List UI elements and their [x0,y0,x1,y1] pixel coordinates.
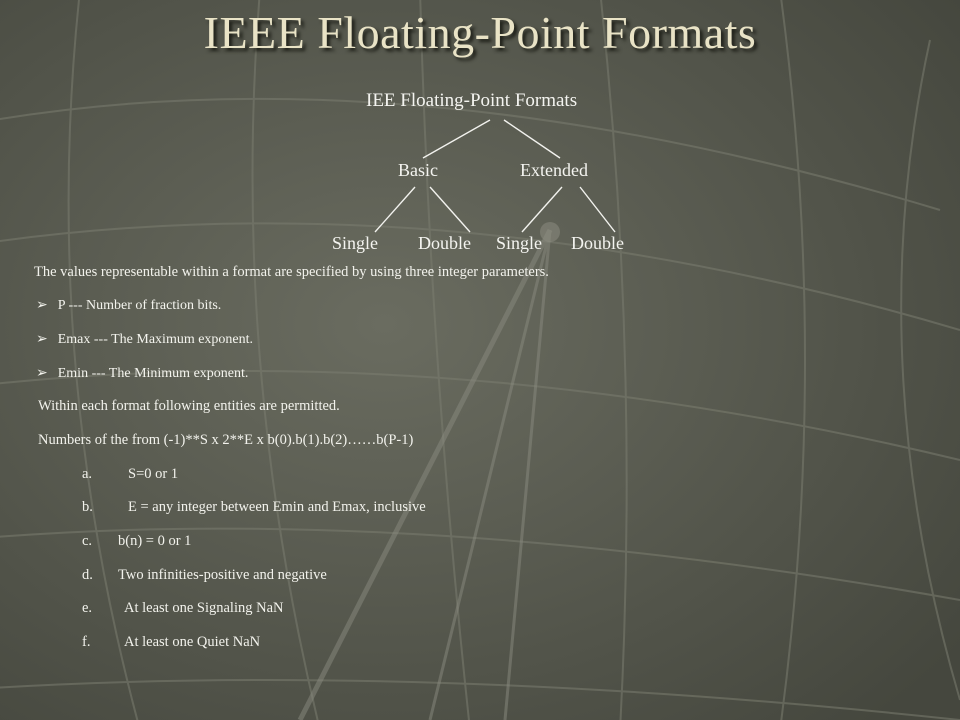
entity-text: S=0 or 1 [128,466,179,482]
tree-root-label: IEE Floating-Point Formats [366,90,578,111]
numbers-line: Numbers of the from (-1)**S x 2**E x b(0).b(1).b(2)……b(P-1) [38,432,414,448]
parameter-text: Emin --- The Minimum exponent. [57,366,249,381]
tree-basic-single-label: Single [332,233,379,253]
entity-item [82,634,260,651]
entity-text: Two infinities-positive and negative [118,567,327,583]
entity-text: At least one Signaling NaN [124,600,284,616]
tree-basic-double-label: Double [418,233,471,253]
entity-item [82,567,327,584]
entity-item [82,600,283,617]
arrow-bullet-icon: ➢ [36,366,48,381]
parameter-item [36,331,253,348]
entity-text: E = any integer between Emin and Emax, inclusive [128,499,426,515]
tree-basic-label: Basic [398,160,438,180]
entity-marker: d. [82,567,93,583]
entity-marker: b. [82,499,93,515]
entity-marker: e. [82,600,93,616]
parameter-item [36,297,221,314]
parameter-text: P --- Number of fraction bits. [57,298,222,313]
parameter-item [36,365,248,382]
arrow-bullet-icon: ➢ [36,332,48,347]
entity-text: b(n) = 0 or 1 [118,533,192,549]
parameter-text: Emax --- The Maximum exponent. [57,332,254,347]
entity-item [82,499,426,516]
slide-title: IEEE Floating-Point Formats [203,7,757,58]
entity-text: At least one Quiet NaN [124,634,261,650]
tree-extended-label: Extended [520,160,588,180]
tree-extended-single-label: Single [496,233,543,253]
entity-item [82,533,191,550]
entity-marker: c. [82,533,93,549]
entities-heading: Within each format following entities are permitted. [38,398,340,414]
tree-extended-double-label: Double [571,233,624,253]
arrow-bullet-icon: ➢ [36,298,48,313]
entity-item [82,466,178,483]
intro-text: The values representable within a format are specified by using three integer parameters. [34,264,549,280]
entity-marker: a. [82,466,93,482]
entity-marker: f. [82,634,91,650]
